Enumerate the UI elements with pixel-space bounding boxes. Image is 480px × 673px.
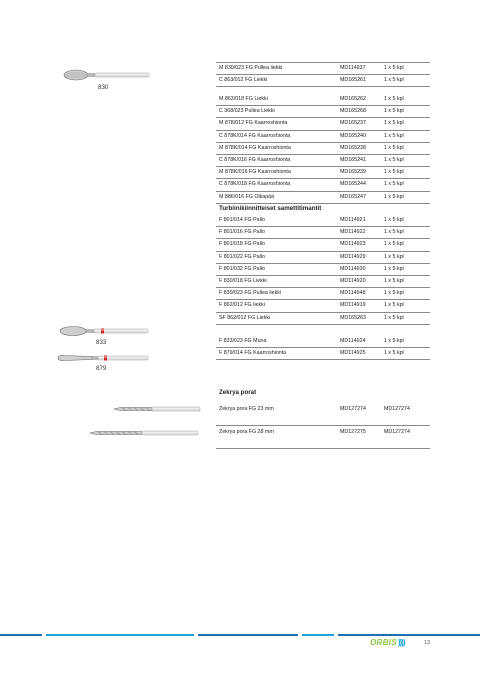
product-qty: 1 x 5 kpl (384, 338, 404, 344)
table-row (216, 426, 430, 449)
product-qty: MD127274 (384, 406, 410, 412)
product-code: MD114919 (340, 302, 366, 309)
footer-stripe (0, 633, 480, 638)
table-row (216, 155, 430, 167)
product-qty: 1 x 5 kpl (384, 217, 404, 223)
product-name: F 801/032 FG Pallo (219, 265, 265, 272)
table-row (216, 192, 430, 204)
section-title-turbine: Turbiinikiinnitteiset samettitimantit (219, 205, 322, 212)
bur-833-label: 833 (96, 339, 107, 346)
product-name: F 801/018 FG Pallo (219, 241, 265, 248)
product-name: F 801/016 FG Pallo (219, 229, 265, 236)
table-row (216, 336, 430, 348)
table-row (216, 313, 430, 325)
product-qty: 1 x 5 kpl (384, 77, 404, 84)
product-table-turbine (216, 215, 430, 325)
product-name: F 862/012 FG liekki (219, 302, 265, 309)
zekrya-drill-23-image (112, 404, 202, 414)
product-name: M 878/012 FG Kaarroshionta (219, 120, 288, 127)
product-qty: 1 x 5 kpl (384, 120, 404, 127)
product-table-zekrya (216, 403, 430, 449)
product-code: MD127275 (340, 429, 366, 435)
table-row (216, 264, 430, 276)
product-qty: 1 x 5 kpl (384, 181, 404, 188)
table-row (216, 118, 430, 130)
product-code: MD114929 (340, 253, 366, 260)
product-name: C 368/023 Pullea Liekki (219, 108, 275, 115)
product-qty: 1 x 5 kpl (384, 290, 404, 297)
product-code: MD165268 (340, 108, 366, 115)
product-code: MD165238 (340, 144, 366, 151)
brand-mark: )))) (397, 638, 405, 647)
table-row (216, 106, 430, 118)
product-qty: 1 x 5 kpl (384, 169, 404, 176)
product-code: MD114948 (340, 290, 366, 297)
product-code: MD114920 (340, 277, 366, 284)
table-row (216, 276, 430, 288)
product-code: MD165241 (340, 156, 366, 163)
product-name: M 886/016 FG Olkapää (219, 193, 275, 200)
table-row (216, 143, 430, 155)
table-row (216, 167, 430, 179)
product-name: C 863/012 FG Liekki (219, 77, 268, 84)
table-row (216, 62, 430, 75)
product-name: M 863/018 FG Liekki (219, 96, 268, 102)
product-code: MD114923 (340, 241, 366, 248)
bur-830-image (62, 68, 152, 82)
product-code: MD114922 (340, 229, 366, 236)
product-code: MD114937 (340, 65, 366, 71)
product-qty: 1 x 5 kpl (384, 96, 404, 102)
bur-833-image (56, 325, 151, 337)
product-qty: MD127274 (384, 429, 410, 435)
product-qty: 1 x 5 kpl (384, 108, 404, 115)
bur-879-label: 879 (96, 365, 107, 372)
product-name: M 830/023 FG Pullea liekki (219, 65, 283, 71)
product-name: M 878K/016 FG Kaarroshionta (219, 169, 291, 176)
product-code: MD165247 (340, 193, 366, 200)
bur-879-image (56, 353, 151, 363)
product-name: C 878K/018 FG Kaarroshionta (219, 181, 291, 188)
product-qty: 1 x 5 kpl (384, 277, 404, 284)
product-name: SF 862/012 FG Liekki (219, 314, 271, 321)
zekrya-drill-28-image (88, 428, 200, 438)
product-code: MD165261 (340, 77, 366, 84)
product-name: F 801/014 FG Pallo (219, 217, 265, 223)
table-row (216, 215, 430, 227)
product-table-group-2 (216, 94, 430, 204)
product-code: MD114924 (340, 338, 366, 344)
table-row (216, 227, 430, 239)
product-qty: 1 x 5 kpl (384, 65, 404, 71)
product-name: F 833/023 FG Muna (219, 338, 267, 344)
product-qty: 1 x 5 kpl (384, 193, 404, 200)
product-qty: 1 x 5 kpl (384, 265, 404, 272)
product-code: MD127274 (340, 406, 366, 412)
product-qty: 1 x 5 kpl (384, 144, 404, 151)
product-qty: 1 x 5 kpl (384, 241, 404, 248)
table-row (216, 252, 430, 264)
product-name: M 878K/014 FG Kaarroshionta (219, 144, 291, 151)
product-name: F 879/014 FG Kaarroshionta (219, 350, 287, 357)
bur-830-label: 830 (98, 84, 109, 91)
product-qty: 1 x 5 kpl (384, 350, 404, 357)
product-name: Zekrya pora FG 23 mm (219, 406, 274, 412)
table-row (216, 239, 430, 251)
product-name: C 878K/016 FG Kaarroshionta (219, 156, 291, 163)
product-qty: 1 x 5 kpl (384, 314, 404, 321)
table-row (216, 131, 430, 143)
product-code: MD165237 (340, 120, 366, 127)
product-code: MD165262 (340, 96, 366, 102)
orbis-logo (370, 638, 405, 647)
product-code: MD165263 (340, 314, 366, 321)
product-table-group-4 (216, 336, 430, 360)
table-row (216, 75, 430, 87)
product-qty: 1 x 5 kpl (384, 156, 404, 163)
product-code: MD165240 (340, 132, 366, 139)
table-row (216, 94, 430, 106)
table-row (216, 348, 430, 360)
brand-name: ORBIS (370, 638, 397, 647)
product-table-group-1 (216, 62, 430, 87)
product-code: MD114921 (340, 217, 366, 223)
section-title-zekrya: Zekrya porat (219, 389, 257, 396)
product-qty: 1 x 5 kpl (384, 302, 404, 309)
table-row (216, 300, 430, 312)
product-name: F 830/023 FG Pullea liekki (219, 290, 282, 297)
page-number: 13 (424, 640, 431, 646)
product-qty: 1 x 5 kpl (384, 132, 404, 139)
product-name: Zekrya pora FG 28 mm (219, 429, 274, 435)
product-code: MD165239 (340, 169, 366, 176)
product-name: F 830/018 FG Liekki (219, 277, 267, 284)
product-name: C 878K/014 FG Kaarroshionta (219, 132, 291, 139)
product-code: MD114925 (340, 350, 366, 357)
product-code: MD165244 (340, 181, 366, 188)
product-qty: 1 x 5 kpl (384, 253, 404, 260)
table-row (216, 403, 430, 426)
table-row (216, 288, 430, 300)
product-qty: 1 x 5 kpl (384, 229, 404, 236)
product-code: MD114930 (340, 265, 366, 272)
product-name: F 801/022 FG Pallo (219, 253, 265, 260)
table-row (216, 179, 430, 191)
